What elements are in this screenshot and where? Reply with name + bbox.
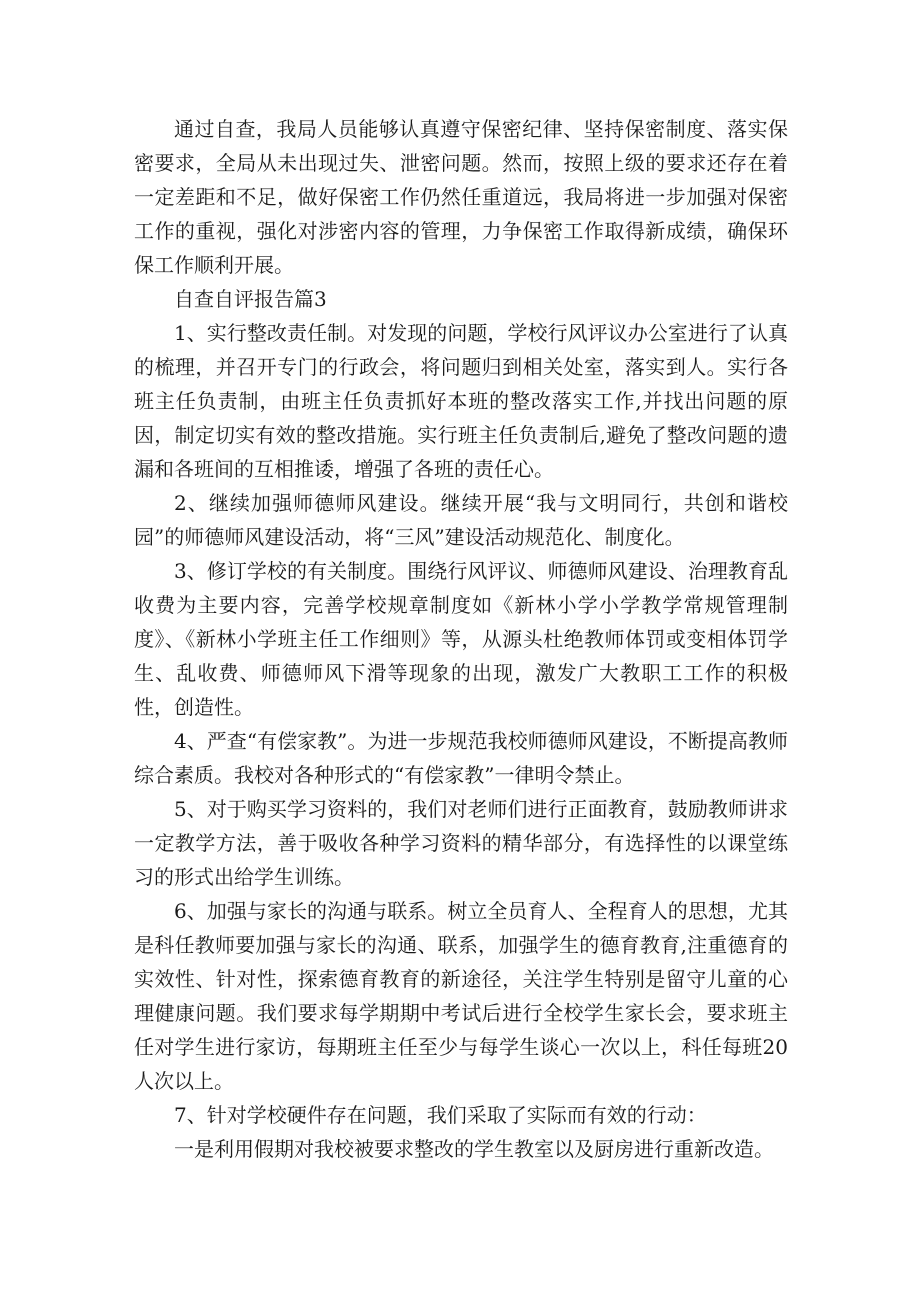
paragraph-item-2: 2、继续加强师德师风建设。继续开展“我与文明同行，共创和谐校园”的师德师风建设活动，将“三风”建设活动规范化、制度化。 <box>134 491 788 549</box>
document-page <box>134 112 788 1166</box>
paragraph-item-1: 1、实行整改责任制。对发现的问题，学校行风评议办公室进行了认真的梳理，并召开专门的行政会，将问题归到相关处室，落实到人。实行各班主任负责制，由班主任负责抓好本班的整改落实工作,并找出问题的原因，制定切实有效的整改措施。实行班主任负责制后,避免了整改问题的遗漏和各班间的互相推诿，增强了各班的责任心。 <box>134 321 788 481</box>
paragraph-confidentiality-summary: 通过自查，我局人员能够认真遵守保密纪律、坚持保密制度、落实保密要求，全局从未出现过失、泄密问题。然而，按照上级的要求还存在着一定差距和不足，做好保密工作仍然任重道远，我局将进一步加强对保密工作的重视，强化对涉密内容的管理，力争保密工作取得新成绩，确保环保工作顺利开展。 <box>134 117 788 277</box>
paragraph-item-5: 5、对于购买学习资料的，我们对老师们进行正面教育，鼓励教师讲求一定教学方法，善于吸收各种学习资料的精华部分，有选择性的以课堂练习的形式出给学生训练。 <box>134 797 788 889</box>
paragraph-item-7-point-1: 一是利用假期对我校被要求整改的学生教室以及厨房进行重新改造。 <box>174 1137 774 1161</box>
paragraph-item-6: 6、加强与家长的沟通与联系。树立全员育人、全程育人的思想，尤其是科任教师要加强与家长的沟通、联系，加强学生的德育教育,注重德育的实效性、针对性，探索德育教育的新途径，关注学生特别是留守儿童的心理健康问题。我们要求每学期期中考试后进行全校学生家长会，要求班主任对学生进行家访，每期班主任至少与每学生谈心一次以上，科任每班20人次以上。 <box>134 899 788 1093</box>
section-heading: 自查自评报告篇3 <box>174 287 327 311</box>
paragraph-item-3: 3、修订学校的有关制度。围绕行风评议、师德师风建设、治理教育乱收费为主要内容，完善学校规章制度如《新林小学小学教学常规管理制度》、《新林小学班主任工作细则》等，从源头杜绝教师体罚或变相体罚学生、乱收费、师德师风下滑等现象的出现，激发广大教职工工作的积极性，创造性。 <box>134 559 788 719</box>
paragraph-item-7: 7、针对学校硬件存在问题，我们采取了实际而有效的行动： <box>174 1103 707 1127</box>
paragraph-item-4: 4、严查“有偿家教”。为进一步规范我校师德师风建设，不断提高教师综合素质。我校对各种形式的“有偿家教”一律明令禁止。 <box>134 729 788 787</box>
